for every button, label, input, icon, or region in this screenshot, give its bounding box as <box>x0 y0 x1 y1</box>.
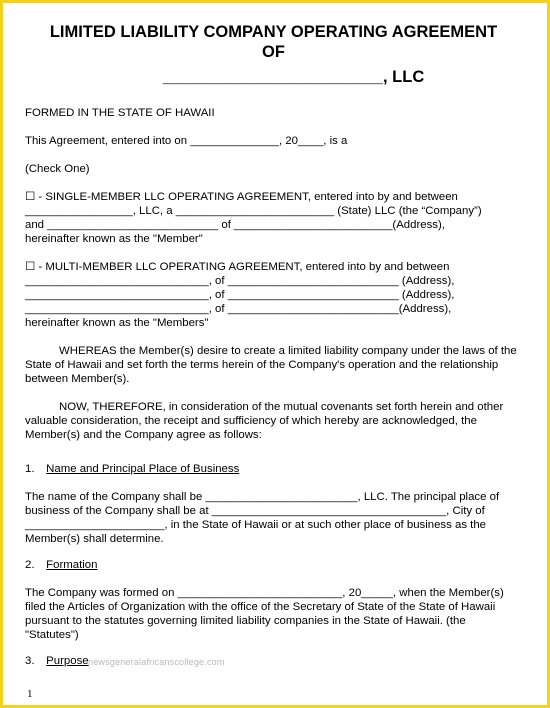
section-1-number: 1. <box>25 463 35 475</box>
section-1-title: Name and Principal Place of Business <box>46 463 240 475</box>
section-2-number: 2. <box>25 559 35 571</box>
multi-member-line-5: hereinafter known as the "Members" <box>25 317 209 329</box>
formed-in-state: FORMED IN THE STATE OF HAWAII <box>25 107 215 119</box>
agreement-date-line: This Agreement, entered into on ______________, 20____, is a <box>25 135 348 147</box>
single-member-line-1: ☐ - SINGLE-MEMBER LLC OPERATING AGREEMENT, entered into by and between <box>25 191 458 203</box>
section-2-title: Formation <box>46 559 98 571</box>
section-1-heading <box>25 462 522 476</box>
multi-member-option[interactable] <box>25 260 522 330</box>
watermark: newsgeneralafricanscollege.com <box>88 657 225 667</box>
single-member-line-3: and ___________________________ of _________________________(Address), <box>25 219 445 231</box>
multi-member-line-4: _____________________________, of ___________________________(Address), <box>25 303 452 315</box>
document-title-of: OF <box>262 43 285 61</box>
document-content <box>25 22 522 668</box>
section-3-number: 3. <box>25 655 35 667</box>
multi-member-line-2: _____________________________, of ___________________________ (Address), <box>25 275 455 287</box>
section-2-heading <box>25 558 522 572</box>
company-name-blank: ________________________, LLC <box>162 68 425 86</box>
section-1-body: The name of the Company shall be ________________________, LLC. The principal place of business of the Company shall be at _____________________________________, City of ______________________, in the State of Hawaii or at such other place of business as the Member(s) shall determine. <box>25 491 500 545</box>
section-3-title: Purpose <box>46 655 89 667</box>
single-member-line-4: hereinafter known as the "Member" <box>25 233 203 245</box>
section-2-body: The Company was formed on __________________________, 20_____, when the Member(s) filed the Articles of Organization with the office of the Secretary of State of the State of Hawaii pursuant to the statutes governing limited liability companies in the State of Hawaii. (the "Statutes") <box>25 587 504 641</box>
multi-member-line-3: _____________________________, of ___________________________ (Address), <box>25 289 455 301</box>
check-one-label: (Check One) <box>25 163 90 175</box>
whereas-paragraph: WHEREAS the Member(s) desire to create a limited liability company under the laws of the State of Hawaii and set forth the terms herein of the Company's operation and the relationship between Member(s). <box>25 345 517 385</box>
multi-member-line-1: ☐ - MULTI-MEMBER LLC OPERATING AGREEMENT, entered into by and between <box>25 261 450 273</box>
single-member-option[interactable] <box>25 190 522 246</box>
now-therefore-paragraph: NOW, THEREFORE, in consideration of the mutual covenants set forth herein and other valuable consideration, the receipt and sufficiency of which hereby are acknowledged, the Member(s) and the Company agree as follows: <box>25 401 504 441</box>
page-number: 1 <box>27 688 33 700</box>
document-title: LIMITED LIABILITY COMPANY OPERATING AGREEMENT <box>49 23 498 41</box>
single-member-line-2: _________________, LLC, a _________________________ (State) LLC (the “Company”) <box>25 205 482 217</box>
